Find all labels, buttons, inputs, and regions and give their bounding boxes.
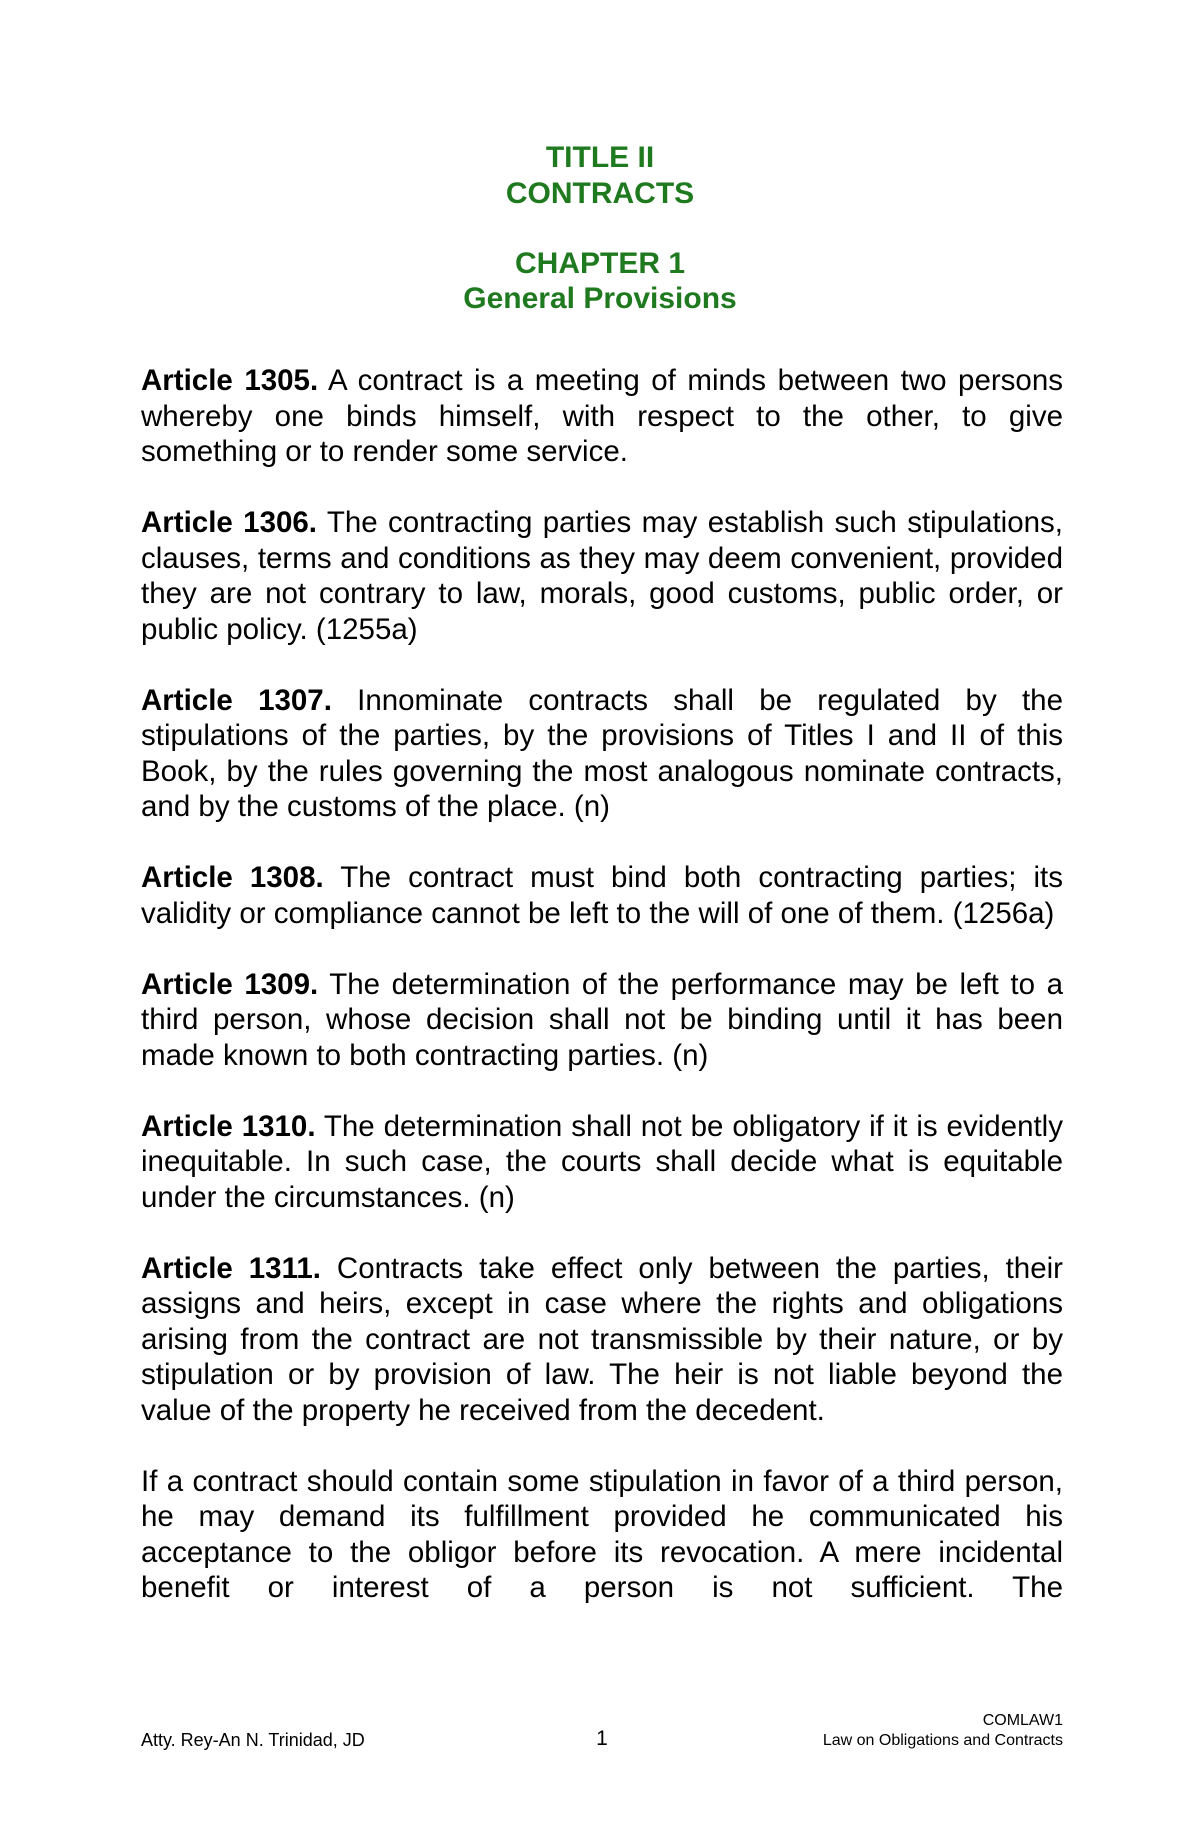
footer-course-code: COMLAW1: [982, 1712, 1063, 1729]
article-text: A contract is a meeting of minds between two persons whereby one binds himself, with respect to the other, to give something or to render some service.: [141, 364, 1063, 468]
article-1305: [141, 363, 1063, 470]
article-label: Article 1305.: [141, 364, 319, 397]
article-1311-continuation: [141, 1464, 1063, 1606]
subtitle-heading: CONTRACTS: [505, 177, 695, 210]
document-body: [141, 363, 1063, 1606]
article-text: The determination of the performance may be left to a third person, whose decision shall not be binding until it has been made known to both contracting parties. (n): [141, 967, 1063, 1072]
article-text: The contracting parties may establish such stipulations, clauses, terms and conditions as they may deem convenient, provided they are not contrary to law, morals, good customs, public order, or public policy. (1255a): [141, 506, 1063, 646]
article-1308: [141, 860, 1063, 931]
article-label: Article 1307.: [141, 683, 332, 717]
article-text: The determination shall not be obligatory if it is evidently inequitable. In such case, the courts shall decide what is equitable under the circumstances. (n): [141, 1109, 1063, 1214]
article-1306: [141, 505, 1063, 647]
article-label: Article 1311.: [141, 1251, 321, 1285]
footer-course: [823, 1711, 1063, 1751]
article-text: Contracts take effect only between the parties, their assigns and heirs, except in case where the rights and obligations arising from the contract are not transmissible by their nature, or by stipulation or by provision of law. The heir is not liable beyond the value of the property he received from the decedent.: [141, 1251, 1063, 1427]
title-heading: TITLE II: [545, 141, 655, 174]
article-text: The contract must bind both contracting parties; its validity or compliance cannot be left to the will of one of them. (1256a): [141, 861, 1063, 930]
footer-author: Atty. Rey-An N. Trinidad, JD: [141, 1730, 365, 1750]
chapter-name-heading: General Provisions: [463, 282, 737, 315]
article-1310: [141, 1109, 1063, 1216]
article-label: Article 1310.: [141, 1109, 316, 1143]
article-1307: [141, 683, 1063, 825]
footer-page-number: 1: [596, 1727, 608, 1750]
article-text: Innominate contracts shall be regulated by the stipulations of the parties, by the provisions of Titles I and II of this Book, by the rules governing the most analogous nominate contracts, and by the customs of the place. (n): [141, 683, 1063, 823]
article-1309: [141, 967, 1063, 1074]
footer-course-title: Law on Obligations and Contracts: [822, 1732, 1063, 1749]
article-label: Article 1308.: [141, 861, 324, 894]
article-1311: [141, 1251, 1063, 1429]
article-label: Article 1309.: [141, 967, 319, 1001]
chapter-heading: CHAPTER 1: [514, 247, 686, 280]
article-text: If a contract should contain some stipulation in favor of a third person, he may demand its fulfillment provided he communicated his acceptance to the obligor before its revocation. A mere incidental benefit or interest of a person is not sufficient. The: [141, 1464, 1063, 1604]
article-label: Article 1306.: [141, 506, 318, 539]
